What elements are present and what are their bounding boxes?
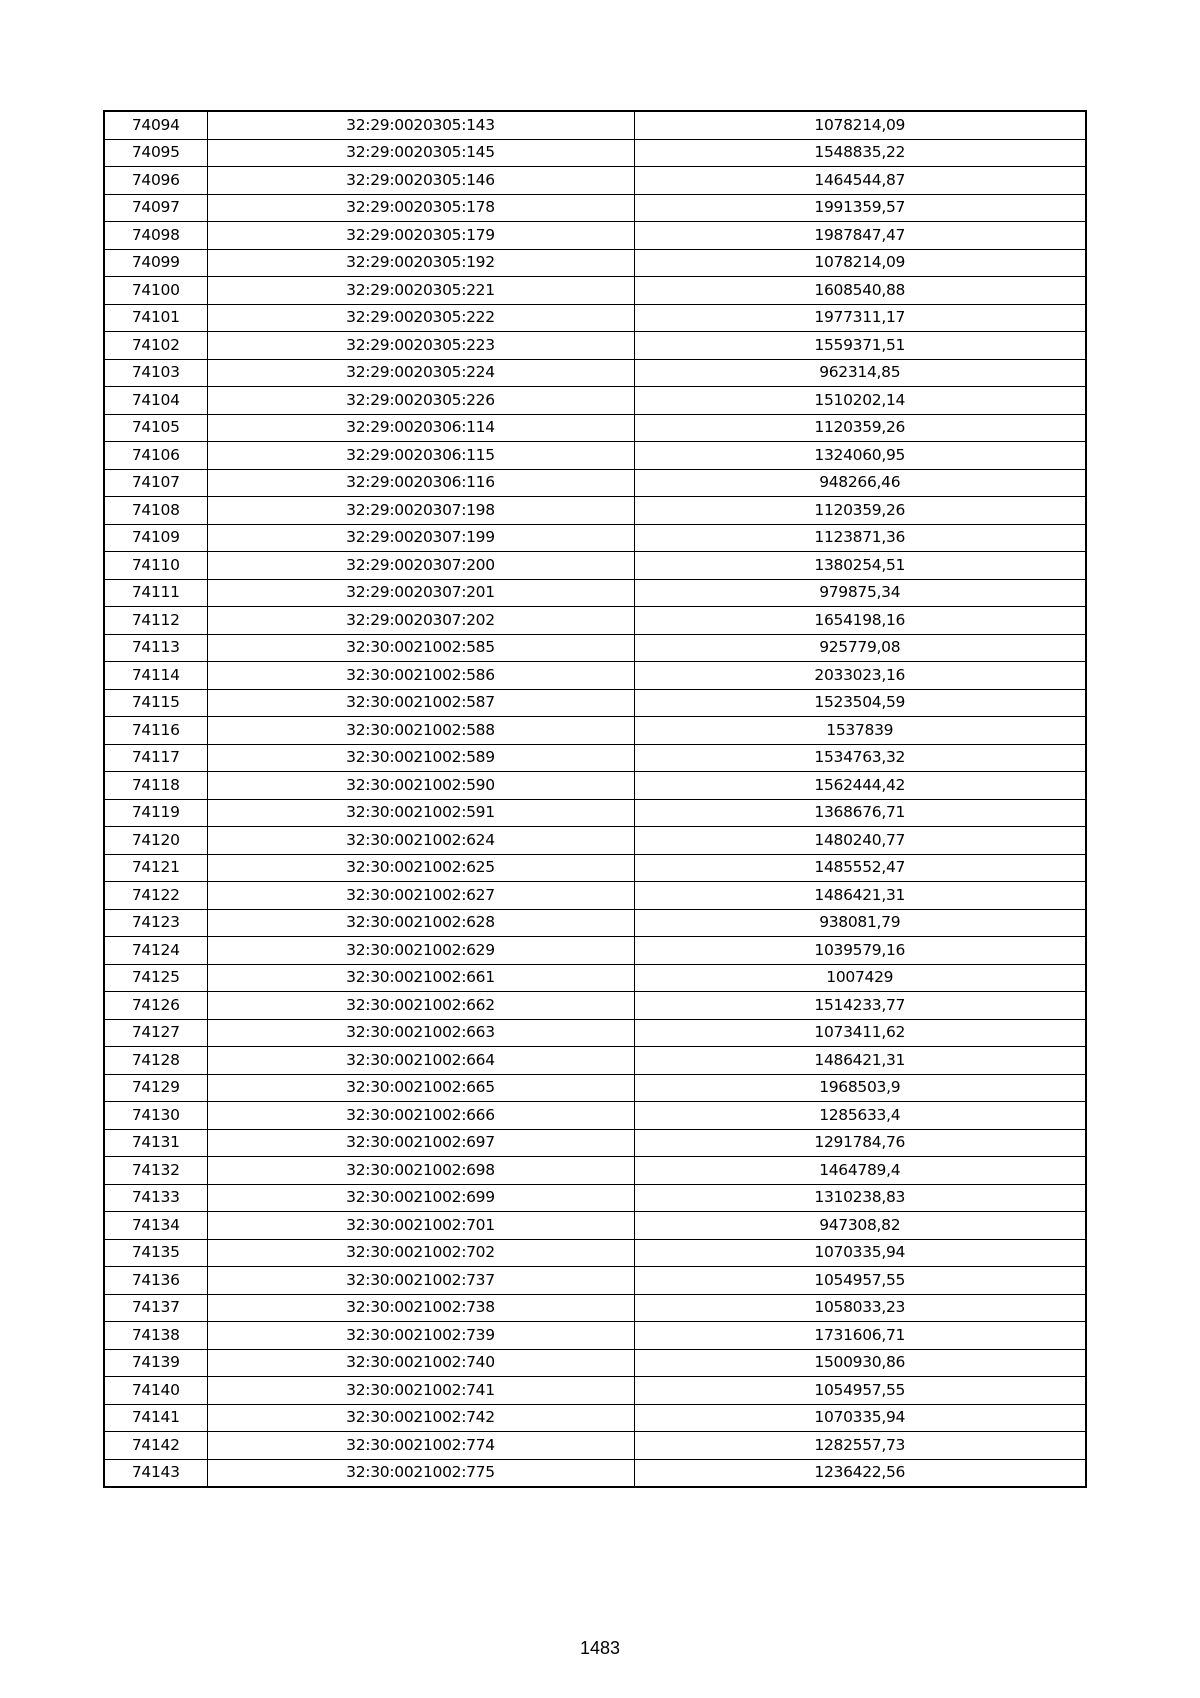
table-row — [104, 1184, 1086, 1212]
cadastral-number-cell: 32:29:0020306:114 — [207, 414, 634, 442]
table-row — [104, 579, 1086, 607]
cadastral-number-cell: 32:30:0021002:698 — [207, 1157, 634, 1185]
cadastral-number-cell: 32:30:0021002:591 — [207, 799, 634, 827]
row-number-cell: 74137 — [104, 1294, 207, 1322]
cadastral-number-cell: 32:30:0021002:666 — [207, 1102, 634, 1130]
cadastral-value-cell: 1285633,4 — [634, 1102, 1086, 1130]
table-row — [104, 304, 1086, 332]
row-number-cell: 74115 — [104, 689, 207, 717]
row-number-cell: 74129 — [104, 1074, 207, 1102]
cadastral-value-cell: 1534763,32 — [634, 744, 1086, 772]
table-row — [104, 497, 1086, 525]
table-row — [104, 469, 1086, 497]
cadastral-value-cell: 962314,85 — [634, 359, 1086, 387]
table-row — [104, 1019, 1086, 1047]
row-number-cell: 74101 — [104, 304, 207, 332]
row-number-cell: 74124 — [104, 937, 207, 965]
cadastral-value-cell: 1368676,71 — [634, 799, 1086, 827]
row-number-cell: 74143 — [104, 1459, 207, 1487]
row-number-cell: 74139 — [104, 1349, 207, 1377]
row-number-cell: 74121 — [104, 854, 207, 882]
cadastral-number-cell: 32:30:0021002:742 — [207, 1404, 634, 1432]
cadastral-number-cell: 32:30:0021002:663 — [207, 1019, 634, 1047]
cadastral-number-cell: 32:30:0021002:741 — [207, 1377, 634, 1405]
cadastral-number-cell: 32:29:0020306:116 — [207, 469, 634, 497]
cadastral-value-cell: 1078214,09 — [634, 111, 1086, 139]
cadastral-value-cell: 948266,46 — [634, 469, 1086, 497]
row-number-cell: 74095 — [104, 139, 207, 167]
table-row — [104, 799, 1086, 827]
row-number-cell: 74099 — [104, 249, 207, 277]
cadastral-value-cell: 1486421,31 — [634, 1047, 1086, 1075]
row-number-cell: 74103 — [104, 359, 207, 387]
row-number-cell: 74098 — [104, 222, 207, 250]
cadastral-value-cell: 1324060,95 — [634, 442, 1086, 470]
cadastral-value-cell: 1523504,59 — [634, 689, 1086, 717]
row-number-cell: 74140 — [104, 1377, 207, 1405]
cadastral-value-cell: 1120359,26 — [634, 497, 1086, 525]
row-number-cell: 74138 — [104, 1322, 207, 1350]
cadastral-value-cell: 1654198,16 — [634, 607, 1086, 635]
cadastral-value-table — [103, 110, 1087, 1488]
table-row — [104, 1349, 1086, 1377]
cadastral-number-cell: 32:30:0021002:664 — [207, 1047, 634, 1075]
table-row — [104, 1212, 1086, 1240]
cadastral-value-cell: 1537839 — [634, 717, 1086, 745]
cadastral-value-cell: 1968503,9 — [634, 1074, 1086, 1102]
table-row — [104, 277, 1086, 305]
cadastral-number-cell: 32:30:0021002:665 — [207, 1074, 634, 1102]
cadastral-value-cell: 1054957,55 — [634, 1267, 1086, 1295]
table-row — [104, 1074, 1086, 1102]
table-row — [104, 552, 1086, 580]
table-row — [104, 744, 1086, 772]
cadastral-number-cell: 32:29:0020305:221 — [207, 277, 634, 305]
cadastral-value-cell: 1073411,62 — [634, 1019, 1086, 1047]
table-row — [104, 1047, 1086, 1075]
cadastral-value-cell: 1380254,51 — [634, 552, 1086, 580]
row-number-cell: 74131 — [104, 1129, 207, 1157]
cadastral-value-cell: 1991359,57 — [634, 194, 1086, 222]
cadastral-value-cell: 925779,08 — [634, 634, 1086, 662]
row-number-cell: 74097 — [104, 194, 207, 222]
row-number-cell: 74119 — [104, 799, 207, 827]
cadastral-number-cell: 32:30:0021002:585 — [207, 634, 634, 662]
cadastral-number-cell: 32:30:0021002:699 — [207, 1184, 634, 1212]
cadastral-value-cell: 1480240,77 — [634, 827, 1086, 855]
cadastral-number-cell: 32:29:0020305:222 — [207, 304, 634, 332]
cadastral-number-cell: 32:30:0021002:697 — [207, 1129, 634, 1157]
table-row — [104, 772, 1086, 800]
table-row — [104, 249, 1086, 277]
row-number-cell: 74118 — [104, 772, 207, 800]
cadastral-value-cell: 1464789,4 — [634, 1157, 1086, 1185]
table-row — [104, 194, 1086, 222]
cadastral-number-cell: 32:29:0020307:201 — [207, 579, 634, 607]
cadastral-number-cell: 32:29:0020305:179 — [207, 222, 634, 250]
row-number-cell: 74116 — [104, 717, 207, 745]
table-row — [104, 992, 1086, 1020]
cadastral-value-cell: 1058033,23 — [634, 1294, 1086, 1322]
cadastral-value-cell: 1559371,51 — [634, 332, 1086, 360]
cadastral-number-cell: 32:30:0021002:701 — [207, 1212, 634, 1240]
cadastral-number-cell: 32:29:0020307:202 — [207, 607, 634, 635]
row-number-cell: 74122 — [104, 882, 207, 910]
cadastral-number-cell: 32:30:0021002:702 — [207, 1239, 634, 1267]
table-row — [104, 1129, 1086, 1157]
cadastral-number-cell: 32:30:0021002:738 — [207, 1294, 634, 1322]
row-number-cell: 74142 — [104, 1432, 207, 1460]
row-number-cell: 74112 — [104, 607, 207, 635]
row-number-cell: 74096 — [104, 167, 207, 195]
cadastral-value-cell: 1070335,94 — [634, 1239, 1086, 1267]
table-row — [104, 964, 1086, 992]
cadastral-value-cell: 1054957,55 — [634, 1377, 1086, 1405]
row-number-cell: 74130 — [104, 1102, 207, 1130]
cadastral-number-cell: 32:30:0021002:624 — [207, 827, 634, 855]
cadastral-number-cell: 32:29:0020305:143 — [207, 111, 634, 139]
row-number-cell: 74136 — [104, 1267, 207, 1295]
row-number-cell: 74108 — [104, 497, 207, 525]
table-row — [104, 882, 1086, 910]
table-row — [104, 1404, 1086, 1432]
row-number-cell: 74113 — [104, 634, 207, 662]
row-number-cell: 74123 — [104, 909, 207, 937]
cadastral-value-cell: 1123871,36 — [634, 524, 1086, 552]
cadastral-number-cell: 32:30:0021002:775 — [207, 1459, 634, 1487]
cadastral-value-cell: 1514233,77 — [634, 992, 1086, 1020]
cadastral-number-cell: 32:30:0021002:662 — [207, 992, 634, 1020]
row-number-cell: 74102 — [104, 332, 207, 360]
cadastral-number-cell: 32:29:0020305:223 — [207, 332, 634, 360]
cadastral-value-cell: 1078214,09 — [634, 249, 1086, 277]
table-row — [104, 634, 1086, 662]
row-number-cell: 74107 — [104, 469, 207, 497]
cadastral-number-cell: 32:30:0021002:589 — [207, 744, 634, 772]
table-row — [104, 827, 1086, 855]
table-row — [104, 1459, 1086, 1487]
cadastral-number-cell: 32:30:0021002:590 — [207, 772, 634, 800]
table-row — [104, 222, 1086, 250]
table-row — [104, 359, 1086, 387]
row-number-cell: 74100 — [104, 277, 207, 305]
table-row — [104, 387, 1086, 415]
cadastral-number-cell: 32:29:0020305:192 — [207, 249, 634, 277]
cadastral-number-cell: 32:29:0020307:199 — [207, 524, 634, 552]
row-number-cell: 74128 — [104, 1047, 207, 1075]
table-row — [104, 1322, 1086, 1350]
cadastral-number-cell: 32:30:0021002:774 — [207, 1432, 634, 1460]
cadastral-number-cell: 32:29:0020305:145 — [207, 139, 634, 167]
table-row — [104, 1294, 1086, 1322]
row-number-cell: 74114 — [104, 662, 207, 690]
cadastral-number-cell: 32:30:0021002:739 — [207, 1322, 634, 1350]
cadastral-number-cell: 32:30:0021002:628 — [207, 909, 634, 937]
cadastral-number-cell: 32:30:0021002:629 — [207, 937, 634, 965]
cadastral-number-cell: 32:29:0020306:115 — [207, 442, 634, 470]
cadastral-value-cell: 1464544,87 — [634, 167, 1086, 195]
table-row — [104, 689, 1086, 717]
row-number-cell: 74094 — [104, 111, 207, 139]
table-row — [104, 1157, 1086, 1185]
table-row — [104, 167, 1086, 195]
cadastral-number-cell: 32:29:0020305:146 — [207, 167, 634, 195]
row-number-cell: 74109 — [104, 524, 207, 552]
table-row — [104, 662, 1086, 690]
cadastral-number-cell: 32:30:0021002:737 — [207, 1267, 634, 1295]
row-number-cell: 74120 — [104, 827, 207, 855]
cadastral-value-cell: 1007429 — [634, 964, 1086, 992]
table-row — [104, 1432, 1086, 1460]
row-number-cell: 74126 — [104, 992, 207, 1020]
cadastral-value-cell: 2033023,16 — [634, 662, 1086, 690]
cadastral-number-cell: 32:29:0020305:224 — [207, 359, 634, 387]
cadastral-number-cell: 32:29:0020305:178 — [207, 194, 634, 222]
table-row — [104, 1102, 1086, 1130]
cadastral-number-cell: 32:30:0021002:586 — [207, 662, 634, 690]
cadastral-value-cell: 1070335,94 — [634, 1404, 1086, 1432]
cadastral-number-cell: 32:30:0021002:627 — [207, 882, 634, 910]
cadastral-number-cell: 32:30:0021002:588 — [207, 717, 634, 745]
table-row — [104, 937, 1086, 965]
cadastral-number-cell: 32:29:0020305:226 — [207, 387, 634, 415]
table-row — [104, 1239, 1086, 1267]
table-row — [104, 524, 1086, 552]
row-number-cell: 74132 — [104, 1157, 207, 1185]
cadastral-number-cell: 32:29:0020307:200 — [207, 552, 634, 580]
row-number-cell: 74134 — [104, 1212, 207, 1240]
cadastral-value-cell: 947308,82 — [634, 1212, 1086, 1240]
cadastral-number-cell: 32:29:0020307:198 — [207, 497, 634, 525]
row-number-cell: 74117 — [104, 744, 207, 772]
table-row — [104, 1267, 1086, 1295]
cadastral-value-cell: 979875,34 — [634, 579, 1086, 607]
table-row — [104, 442, 1086, 470]
cadastral-value-cell: 1731606,71 — [634, 1322, 1086, 1350]
cadastral-value-cell: 1282557,73 — [634, 1432, 1086, 1460]
cadastral-value-cell: 1485552,47 — [634, 854, 1086, 882]
cadastral-value-cell: 1291784,76 — [634, 1129, 1086, 1157]
cadastral-value-cell: 1510202,14 — [634, 387, 1086, 415]
cadastral-value-cell: 1500930,86 — [634, 1349, 1086, 1377]
page-number: 1483 — [579, 1638, 621, 1658]
cadastral-value-cell: 1310238,83 — [634, 1184, 1086, 1212]
cadastral-value-cell: 1987847,47 — [634, 222, 1086, 250]
cadastral-number-cell: 32:30:0021002:625 — [207, 854, 634, 882]
row-number-cell: 74135 — [104, 1239, 207, 1267]
row-number-cell: 74104 — [104, 387, 207, 415]
cadastral-number-cell: 32:30:0021002:661 — [207, 964, 634, 992]
table-row — [104, 139, 1086, 167]
row-number-cell: 74110 — [104, 552, 207, 580]
cadastral-value-cell: 1977311,17 — [634, 304, 1086, 332]
row-number-cell: 74125 — [104, 964, 207, 992]
table-row — [104, 607, 1086, 635]
cadastral-value-cell: 1120359,26 — [634, 414, 1086, 442]
cadastral-value-cell: 1562444,42 — [634, 772, 1086, 800]
row-number-cell: 74111 — [104, 579, 207, 607]
table-row — [104, 332, 1086, 360]
cadastral-value-cell: 1486421,31 — [634, 882, 1086, 910]
cadastral-value-cell: 1236422,56 — [634, 1459, 1086, 1487]
table-row — [104, 414, 1086, 442]
table-row — [104, 909, 1086, 937]
table-row — [104, 717, 1086, 745]
cadastral-value-cell: 1548835,22 — [634, 139, 1086, 167]
table-body — [104, 111, 1086, 1487]
cadastral-value-cell: 938081,79 — [634, 909, 1086, 937]
cadastral-value-cell: 1608540,88 — [634, 277, 1086, 305]
table-row — [104, 854, 1086, 882]
cadastral-value-cell: 1039579,16 — [634, 937, 1086, 965]
row-number-cell: 74141 — [104, 1404, 207, 1432]
table-row — [104, 1377, 1086, 1405]
cadastral-number-cell: 32:30:0021002:587 — [207, 689, 634, 717]
cadastral-number-cell: 32:30:0021002:740 — [207, 1349, 634, 1377]
row-number-cell: 74106 — [104, 442, 207, 470]
row-number-cell: 74127 — [104, 1019, 207, 1047]
table-row — [104, 111, 1086, 139]
row-number-cell: 74105 — [104, 414, 207, 442]
row-number-cell: 74133 — [104, 1184, 207, 1212]
